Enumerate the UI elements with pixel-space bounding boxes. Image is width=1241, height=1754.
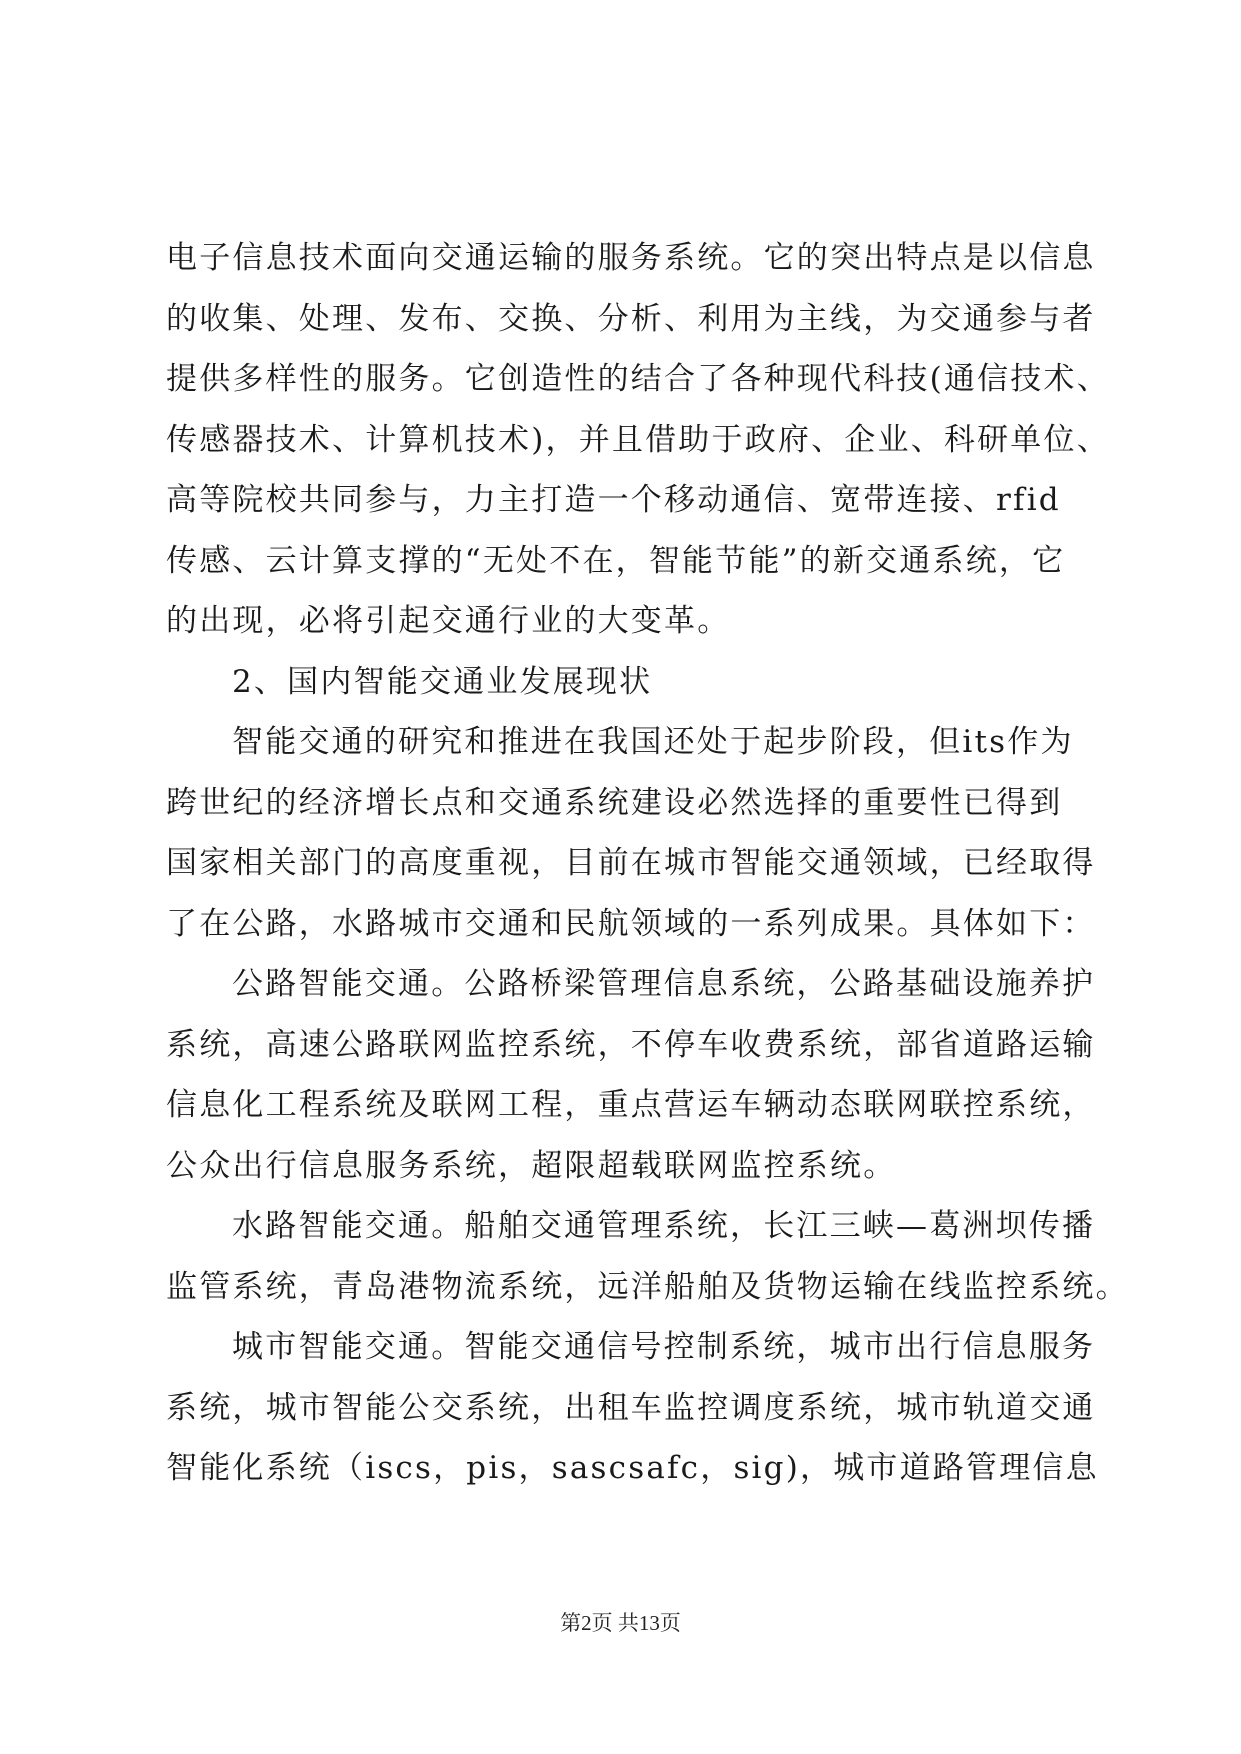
text-line: 智能交通的研究和推进在我国还处于起步阶段，但its作为 (232, 724, 1074, 760)
page-number-footer: 第2页 共13页 (560, 1611, 681, 1635)
text-line: 高等院校共同参与，力主打造一个移动通信、宽带连接、rfid (166, 482, 1061, 518)
text-line: 的收集、处理、发布、交换、分析、利用为主线，为交通参与者 (166, 300, 1096, 337)
text-line: 信息化工程系统及联网工程，重点营运车辆动态联网联控系统， (166, 1087, 1096, 1123)
text-line: 传感器技术、计算机技术)，并且借助于政府、企业、科研单位、 (166, 421, 1110, 458)
text-line: 传感、云计算支撑的“无处不在，智能节能”的新交通系统，它 (166, 542, 1066, 579)
text-line: 跨世纪的经济增长点和交通系统建设必然选择的重要性已得到 (166, 784, 1063, 821)
text-line: 提供多样性的服务。它创造性的结合了各种现代科技(通信技术、 (166, 361, 1110, 397)
text-line: 电子信息技术面向交通运输的服务系统。它的突出特点是以信息 (166, 240, 1096, 276)
body-text (166, 228, 1129, 1499)
text-line: 监管系统，青岛港物流系统，远洋船舶及货物运输在线监控系统。 (166, 1268, 1129, 1305)
text-line: 公众出行信息服务系统，超限超载联网监控系统。 (166, 1147, 897, 1184)
text-line: 系统，城市智能公交系统，出租车监控调度系统，城市轨道交通 (166, 1389, 1096, 1426)
text-line: 水路智能交通。船舶交通管理系统，长江三峡—葛洲坝传播 (232, 1208, 1096, 1244)
text-line: 公路智能交通。公路桥梁管理信息系统，公路基础设施养护 (232, 966, 1096, 1002)
text-line: 系统，高速公路联网监控系统，不停车收费系统，部省道路运输 (166, 1026, 1096, 1063)
text-line: 城市智能交通。智能交通信号控制系统，城市出行信息服务 (232, 1329, 1096, 1365)
text-line: 了在公路，水路城市交通和民航领域的一系列成果。具体如下： (166, 905, 1096, 942)
text-line: 智能化系统（iscs，pis，sascsafc，sig)，城市道路管理信息 (166, 1450, 1099, 1486)
text-line: 的出现，必将引起交通行业的大变革。 (166, 603, 731, 639)
text-line: 国家相关部门的高度重视，目前在城市智能交通领域，已经取得 (166, 845, 1096, 881)
section-heading: 2、国内智能交通业发展现状 (232, 663, 653, 700)
